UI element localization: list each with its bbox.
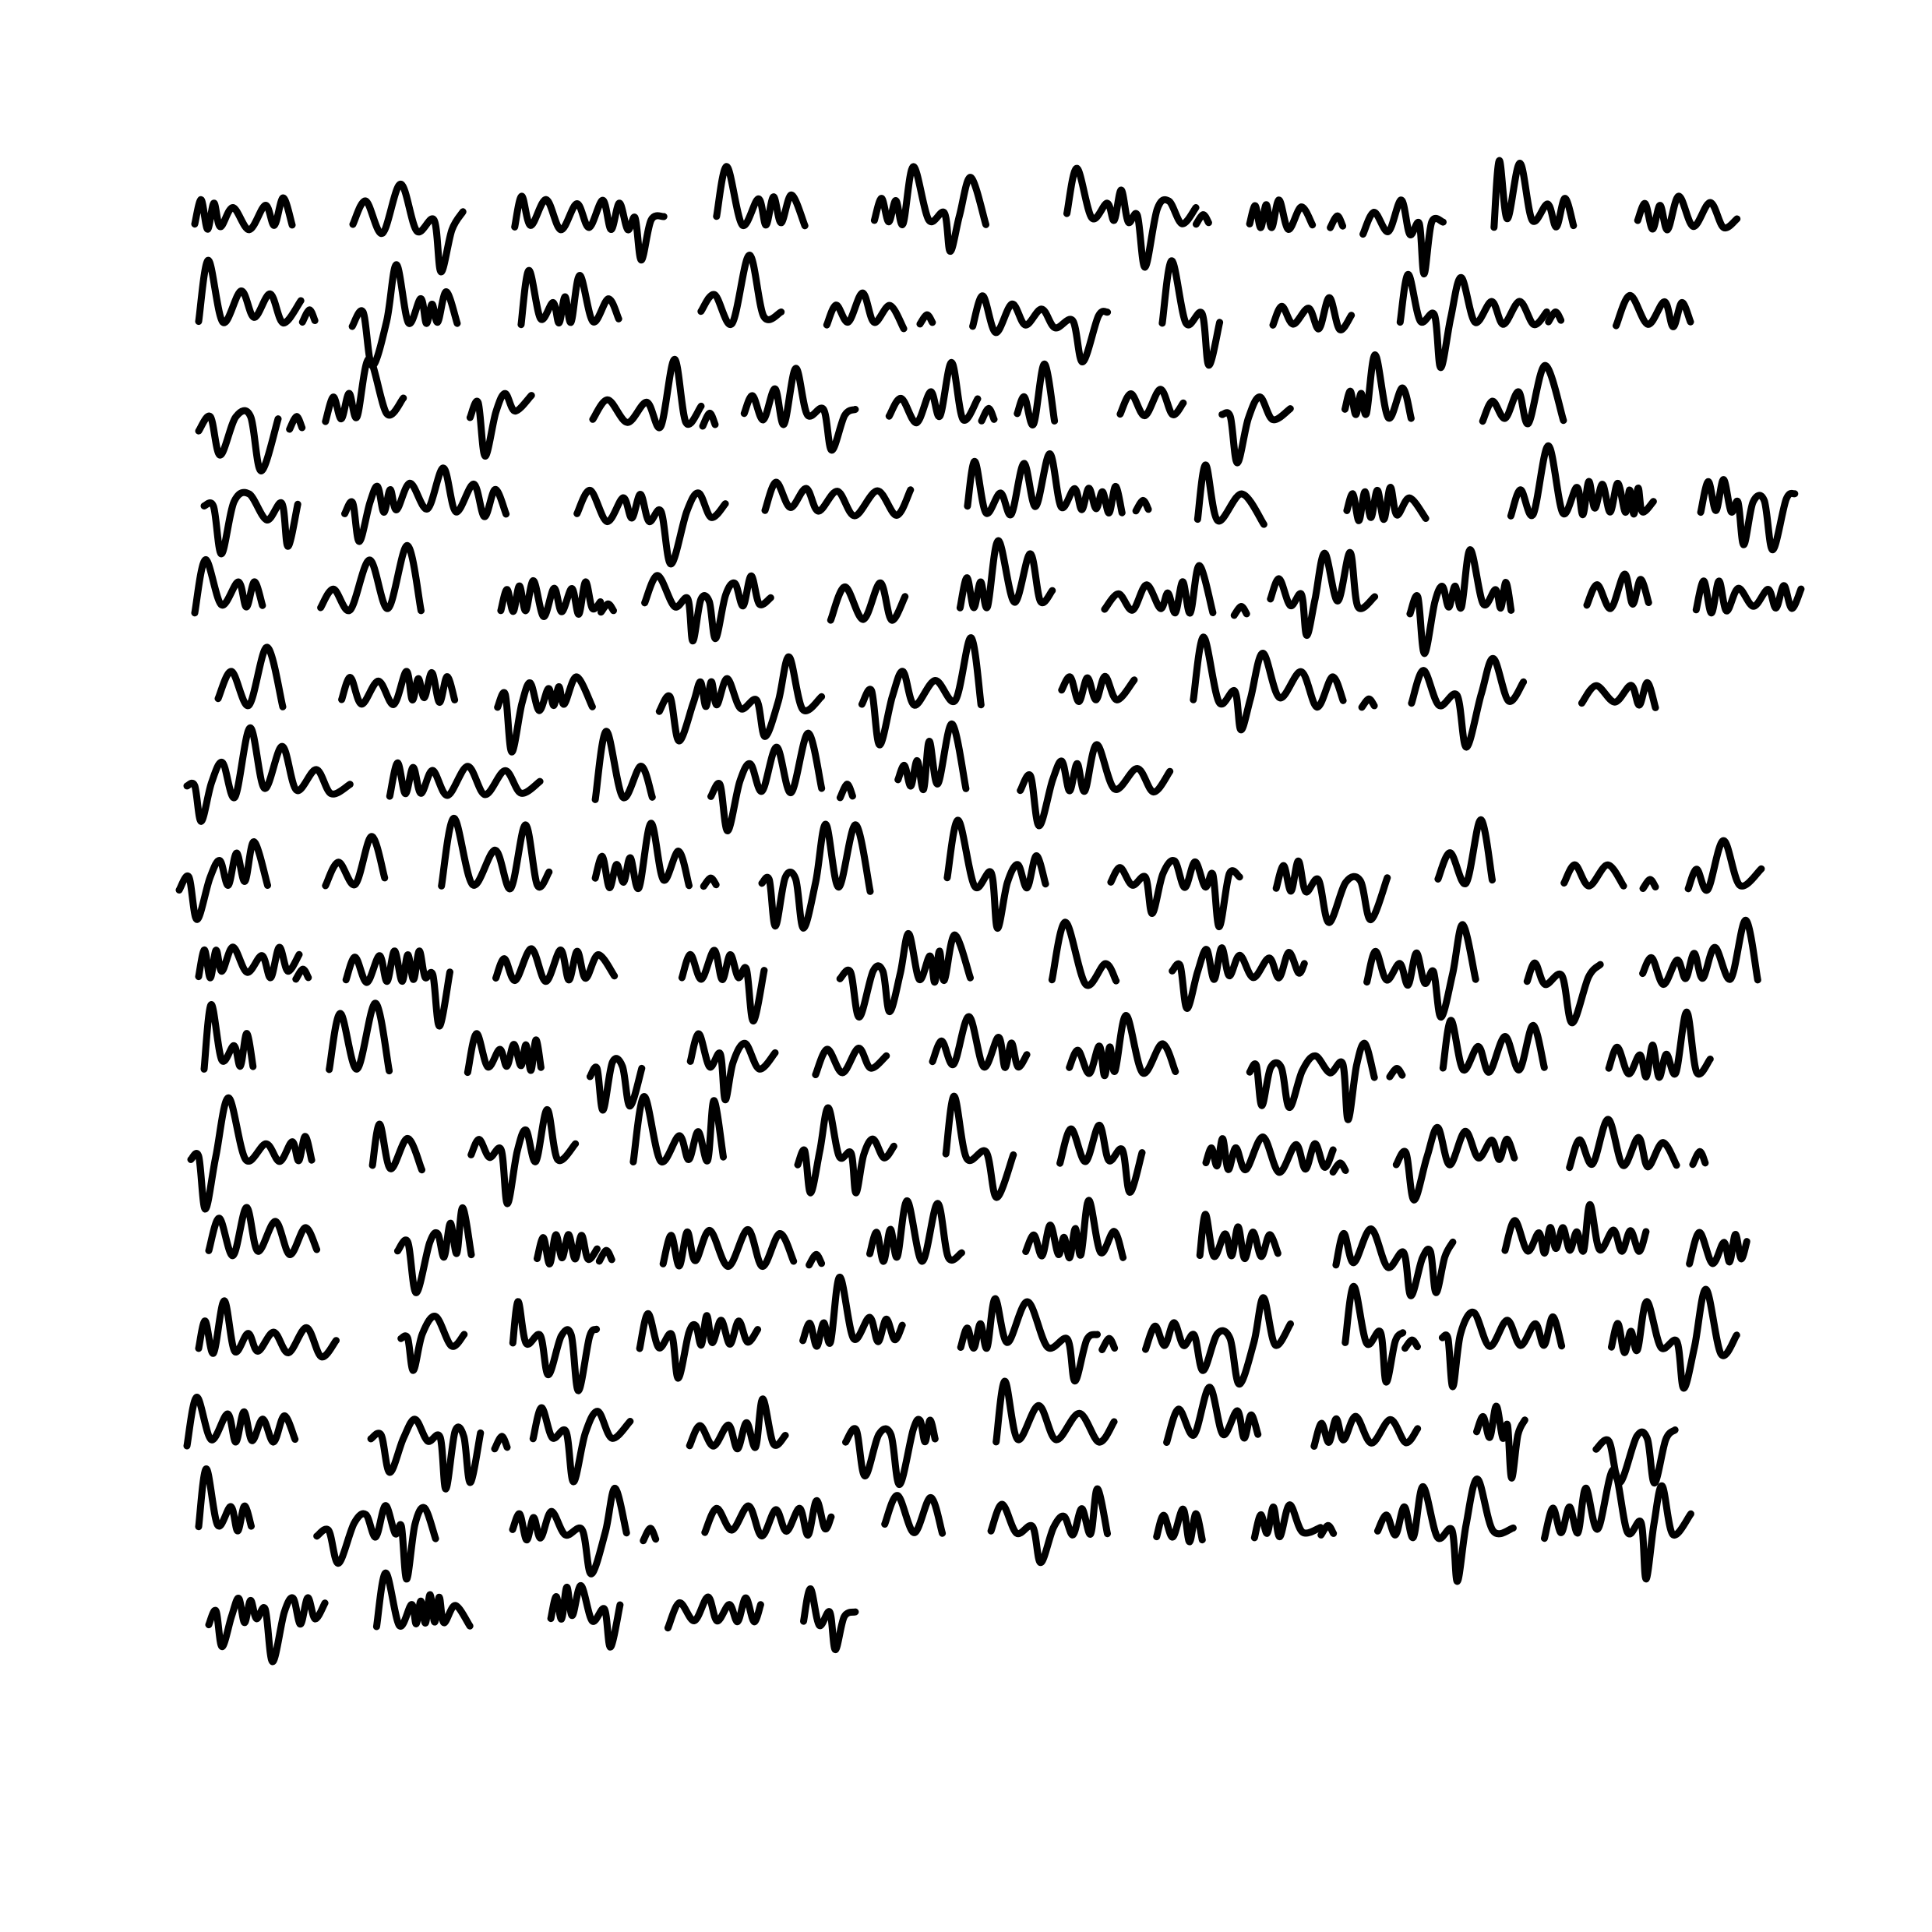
handwriting-word — [326, 837, 385, 886]
handwriting-word-tick — [643, 1528, 656, 1541]
handwriting-word-tick — [1693, 1151, 1705, 1165]
handwriting-word — [1111, 860, 1239, 926]
handwriting-word-tick — [703, 878, 716, 887]
handwriting-word — [371, 1419, 481, 1490]
handwriting-word — [991, 1489, 1107, 1563]
handwriting-word — [1505, 1204, 1646, 1253]
handwriting-line-2 — [199, 256, 1690, 368]
handwriting-line-14 — [187, 1381, 1675, 1489]
handwriting-word — [1690, 1232, 1747, 1264]
handwriting-word — [1250, 200, 1313, 230]
handwriting-word — [1696, 581, 1801, 613]
handwriting-word — [179, 841, 268, 919]
handwriting-word-tick — [920, 315, 933, 324]
handwriting-word — [326, 359, 404, 421]
handwriting-word — [705, 1500, 831, 1535]
handwriting-word — [513, 1488, 626, 1574]
handwriting-word — [317, 1506, 435, 1579]
handwriting-word — [633, 1096, 724, 1162]
handwriting-word — [1193, 637, 1343, 730]
handwriting-word — [1222, 397, 1291, 463]
handwriting-word — [1581, 682, 1655, 707]
handwriting-word — [689, 1399, 785, 1449]
handwriting-word — [717, 167, 805, 226]
handwriting-word — [973, 296, 1108, 362]
handwriting-word — [744, 368, 855, 450]
handwriting-word — [1701, 480, 1795, 550]
handwriting-word — [321, 545, 421, 611]
handwriting-word — [663, 1229, 794, 1266]
handwriting-word — [376, 1573, 470, 1627]
handwriting-word — [1477, 1406, 1525, 1478]
handwriting-word — [1345, 354, 1412, 418]
handwriting-word-tick — [1196, 215, 1208, 224]
handwriting-word — [1172, 948, 1305, 1009]
handwriting-word — [798, 1108, 894, 1193]
handwriting-word — [1062, 676, 1134, 701]
handwriting-word — [885, 1496, 943, 1534]
handwriting-word-tick — [1549, 312, 1561, 322]
handwriting-word — [1021, 745, 1170, 826]
handwriting-word-tick — [1234, 606, 1246, 615]
handwriting-word-tick — [1643, 880, 1655, 889]
handwriting-word — [1271, 552, 1375, 635]
handwriting-word — [862, 638, 981, 746]
handwriting-word — [397, 1208, 471, 1292]
handwriting-word — [442, 818, 549, 889]
handwriting-word — [682, 950, 764, 1021]
handwriting-word — [1377, 1479, 1513, 1581]
handwriting-word-tick — [840, 784, 852, 798]
handwriting-word — [960, 541, 1052, 608]
handwriting-word — [1616, 295, 1691, 326]
handwriting-line-13 — [199, 1277, 1736, 1391]
handwriting-word-tick — [703, 413, 715, 426]
handwriting-word — [595, 823, 689, 889]
handwriting-word — [1570, 1119, 1676, 1168]
handwriting-line-9 — [199, 920, 1757, 1026]
handwriting-line-8 — [179, 818, 1761, 928]
handwriting-word — [1067, 168, 1197, 267]
handwriting-word — [1412, 658, 1524, 747]
handwriting-word — [1273, 298, 1352, 330]
handwriting-word — [467, 1034, 541, 1073]
handwriting-word-tick — [296, 969, 308, 979]
handwriting-word-tick — [1136, 500, 1148, 510]
handwriting-word — [1070, 1015, 1176, 1075]
handwriting-word — [1612, 1289, 1737, 1388]
handwriting-word — [521, 270, 619, 325]
handwriting-word-tick — [1331, 216, 1343, 227]
handwriting-word — [1527, 963, 1600, 1023]
handwriting-line-1 — [195, 160, 1737, 273]
handwriting-word-tick — [809, 1254, 822, 1265]
handwriting-line-11 — [191, 1096, 1705, 1209]
handwriting-word — [1347, 488, 1426, 521]
handwriting-word — [1443, 1021, 1544, 1073]
handwriting-word — [1482, 365, 1564, 424]
handwriting-word-tick — [302, 310, 315, 323]
handwriting-word — [1609, 1012, 1710, 1077]
handwriting-word — [1638, 196, 1737, 230]
handwriting-word — [1052, 922, 1116, 985]
handwriting-word — [471, 1109, 576, 1204]
handwriting-word-tick — [495, 1437, 507, 1449]
handwriting-word — [346, 951, 450, 1026]
handwriting-word — [195, 559, 263, 612]
handwriting-word — [515, 196, 665, 260]
handwriting-word — [1396, 1127, 1514, 1200]
handwriting-word — [690, 1034, 775, 1100]
handwriting-word — [846, 1419, 936, 1485]
handwriting-word — [187, 728, 350, 821]
handwriting-word — [870, 1200, 962, 1261]
handwriting-word — [765, 482, 911, 516]
handwriting-word — [1206, 1137, 1333, 1172]
handwriting-word — [1162, 261, 1220, 365]
handwriting-line-3 — [199, 354, 1564, 471]
handwriting-word — [1410, 550, 1511, 654]
handwriting-word — [470, 393, 531, 456]
handwriting-word — [1688, 841, 1761, 890]
handwriting-word — [668, 1597, 760, 1628]
handwriting-line-5 — [195, 541, 1801, 654]
handwriting-word — [209, 1598, 325, 1662]
handwriting-word — [830, 583, 904, 620]
handwriting-word — [1494, 160, 1574, 227]
handwriting-word — [199, 1301, 337, 1357]
handwriting-word — [1200, 1215, 1278, 1259]
handwriting-word — [827, 293, 904, 329]
handwriting-word — [595, 732, 652, 800]
handwriting-word — [593, 359, 701, 428]
handwriting-word — [947, 820, 1045, 929]
handwriting-word — [1438, 820, 1493, 883]
handwriting-word — [590, 1059, 641, 1110]
handwriting-word — [390, 763, 540, 796]
handwriting-word-tick — [1102, 1338, 1115, 1349]
handwriting-word — [533, 1408, 630, 1482]
handwriting-word — [204, 492, 298, 554]
handwriting-word — [762, 824, 870, 928]
handwriting-word — [1197, 465, 1264, 524]
handwriting-word — [199, 947, 299, 978]
handwriting-word — [996, 1381, 1114, 1442]
handwriting-word — [1564, 865, 1624, 886]
handwriting-word — [640, 1313, 758, 1378]
handwriting-word — [1167, 1387, 1258, 1443]
handwriting-word — [352, 265, 457, 366]
handwriting-word — [1276, 861, 1387, 922]
handwriting-word-tick — [982, 408, 994, 421]
handwriting-word — [577, 490, 725, 564]
handwriting-word — [551, 1585, 620, 1647]
handwriting-word — [353, 184, 463, 272]
handwriting-word — [1363, 200, 1444, 274]
handwriting-word-tick — [1333, 1163, 1345, 1172]
handwriting-word — [209, 1208, 317, 1256]
handwriting-word — [345, 468, 506, 541]
handwriting-word — [701, 256, 781, 325]
handwriting-word — [1400, 274, 1546, 368]
handwriting-word — [1157, 1509, 1203, 1542]
handwriting-line-6 — [218, 637, 1655, 752]
handwriting-line-12 — [209, 1200, 1747, 1296]
handwriting-word — [968, 453, 1122, 514]
handwriting-line-15 — [199, 1468, 1690, 1581]
handwriting-word — [372, 1124, 421, 1170]
handwriting-word — [933, 1017, 1027, 1067]
handwriting-word — [816, 1048, 887, 1074]
handwriting-word-tick — [601, 604, 614, 612]
handwriting-word — [199, 1468, 252, 1531]
handwriting-word — [898, 724, 966, 789]
handwriting-word — [1105, 566, 1213, 613]
handwriting-word — [1442, 1312, 1561, 1387]
handwriting-word — [1017, 364, 1055, 425]
handwriting-word — [342, 672, 455, 705]
handwriting-word — [1026, 1200, 1123, 1258]
handwriting-word — [498, 677, 593, 752]
handwriting-word — [1643, 920, 1758, 984]
handwriting-word — [1345, 1286, 1403, 1382]
handwriting-word — [711, 733, 822, 830]
handwriting-word — [1511, 446, 1653, 516]
handwriting-word — [501, 580, 601, 616]
handwriting-word — [1254, 1505, 1320, 1538]
handwriting-word — [1545, 1469, 1691, 1578]
handwriting-word — [1146, 1298, 1291, 1384]
handwriting-word — [961, 1299, 1097, 1381]
handwriting-word — [1367, 925, 1476, 1017]
handwriting-word-tick — [1405, 1340, 1418, 1349]
handwriting-word — [496, 949, 615, 982]
handwriting-word — [803, 1277, 903, 1346]
handwriting-word — [195, 198, 292, 230]
handwriting-word — [889, 362, 978, 422]
handwriting-word-tick — [1321, 1525, 1334, 1535]
handwriting-word — [218, 647, 283, 707]
handwriting-word — [1587, 574, 1648, 608]
handwriting-word — [645, 576, 771, 641]
handwriting-word-tick — [1362, 699, 1374, 707]
handwriting-line-16 — [209, 1573, 855, 1662]
handwriting-word — [401, 1317, 464, 1371]
handwriting-word — [330, 1003, 390, 1071]
handwriting-word — [1314, 1416, 1418, 1446]
handwriting-word — [1250, 1043, 1374, 1119]
handwriting-word — [199, 411, 278, 471]
handwriting-word-tick — [290, 417, 302, 429]
handwriting-word — [187, 1397, 295, 1446]
handwriting-word — [804, 1588, 855, 1649]
handwriting-word — [874, 167, 985, 252]
handwriting-word — [1060, 1125, 1142, 1192]
handwriting-word — [946, 1096, 1014, 1197]
handwriting-word — [191, 1098, 312, 1209]
handwriting-word-tick — [599, 1250, 612, 1261]
handwriting-word — [659, 657, 821, 741]
handwriting-word — [513, 1302, 596, 1391]
handwriting-word — [840, 933, 970, 1017]
handwriting-word — [204, 1005, 253, 1070]
handwriting-word — [199, 260, 301, 323]
handwriting-word-tick — [1390, 1068, 1402, 1077]
handwriting-word — [538, 1235, 598, 1264]
handwriting-word — [1120, 390, 1183, 416]
